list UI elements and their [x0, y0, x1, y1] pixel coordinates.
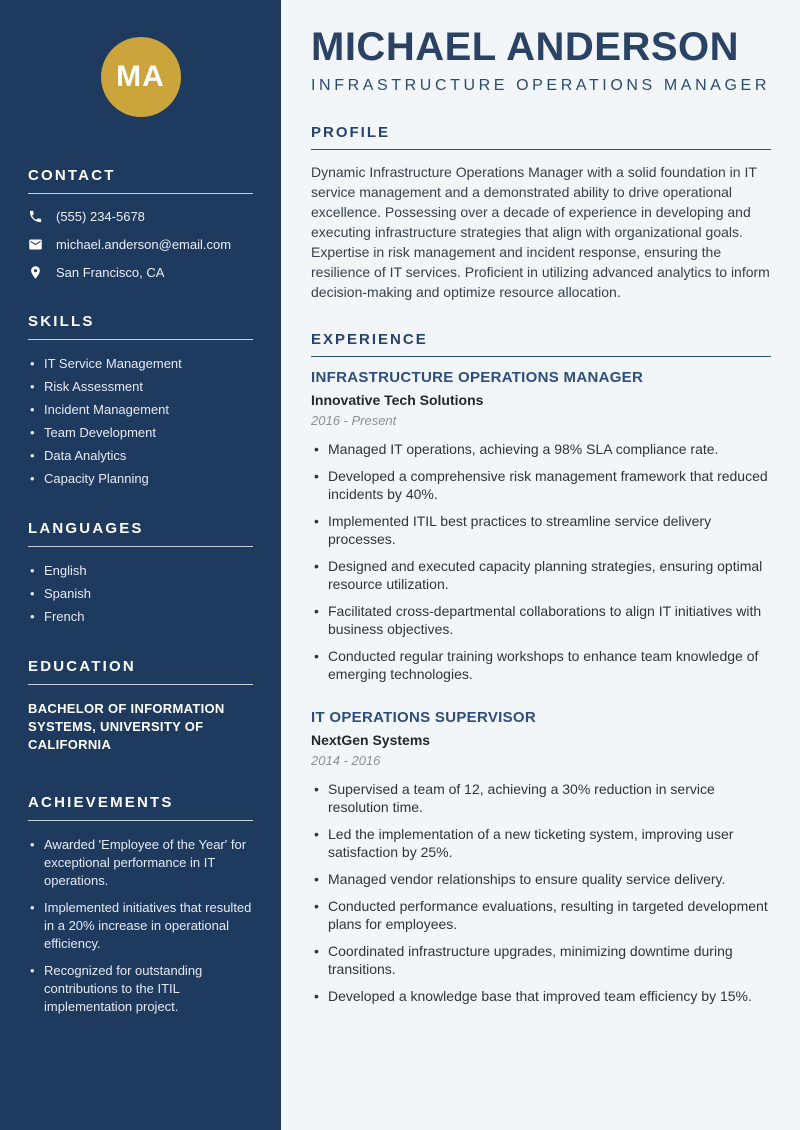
job-bullet: • Facilitated cross-departmental collaborations to align IT initiatives with business objectives.: [311, 602, 771, 638]
jobs-list: [311, 369, 771, 1005]
achievements-heading: ACHIEVEMENTS: [28, 794, 253, 821]
languages-list: [28, 562, 253, 625]
job-bullet: • Managed IT operations, achieving a 98% SLA compliance rate.: [311, 440, 771, 458]
job-company: NextGen Systems: [311, 732, 431, 748]
experience-section: [311, 331, 771, 1005]
job-title: INFRASTRUCTURE OPERATIONS MANAGER: [311, 369, 644, 386]
job-bullets: [311, 780, 771, 1005]
job-dates: 2014 - 2016: [311, 753, 381, 768]
job-dates: 2016 - Present: [311, 413, 397, 428]
email-address: michael.anderson@email.com: [56, 237, 232, 252]
job-bullet: • Led the implementation of a new ticketing system, improving user satisfaction by 25%.: [311, 825, 771, 861]
job-bullets: [311, 440, 771, 683]
job-bullet: • Developed a comprehensive risk management framework that reduced incidents by 40%.: [311, 467, 771, 503]
phone-icon: [28, 209, 43, 224]
contact-section: [28, 167, 253, 280]
location-icon: [28, 265, 43, 280]
language-item: • English: [28, 562, 253, 579]
languages-section: [28, 520, 253, 625]
skill-item: • Capacity Planning: [28, 470, 253, 487]
job-bullet: • Designed and executed capacity planning strategies, ensuring optimal resource utilization.: [311, 557, 771, 593]
person-title: INFRASTRUCTURE OPERATIONS MANAGER: [311, 77, 770, 94]
phone-number: (555) 234-5678: [56, 209, 145, 224]
main-content: [281, 0, 800, 1130]
skills-section: [28, 313, 253, 487]
skill-item: • Data Analytics: [28, 447, 253, 464]
job-bullet: • Conducted performance evaluations, resulting in targeted development plans for employees.: [311, 897, 771, 933]
achievement-item: • Implemented initiatives that resulted in a 20% increase in operational efficiency.: [28, 899, 253, 953]
job-bullet: • Supervised a team of 12, achieving a 30% reduction in service resolution time.: [311, 780, 771, 816]
job-company: Innovative Tech Solutions: [311, 392, 484, 408]
profile-text: Dynamic Infrastructure Operations Manager with a solid foundation in IT service management and a demonstrated ability to drive operational excellence. Possessing over a decade of experience in developing and executing infrastructure strategies that align with organizational goals. Expertise in risk management and incident response, ensuring the resilience of IT services. Proficient in utilizing advanced analytics to inform decision-making and optimize resource allocation.: [311, 164, 770, 300]
language-item: • French: [28, 608, 253, 625]
job-entry: [311, 369, 771, 683]
location-text: San Francisco, CA: [56, 265, 165, 280]
avatar-initials: MA: [116, 60, 165, 93]
degree-text: BACHELOR OF INFORMATION SYSTEMS, UNIVERSITY OF CALIFORNIA: [28, 701, 225, 752]
job-bullet: • Coordinated infrastructure upgrades, minimizing downtime during transitions.: [311, 942, 771, 978]
contact-row-location: [28, 265, 253, 280]
experience-heading: EXPERIENCE: [311, 331, 771, 357]
language-item: • Spanish: [28, 585, 253, 602]
skills-heading: SKILLS: [28, 313, 253, 340]
skill-item: • IT Service Management: [28, 355, 253, 372]
skills-list: [28, 355, 253, 487]
job-bullet: • Developed a knowledge base that improved team efficiency by 15%.: [311, 987, 771, 1005]
profile-heading: PROFILE: [311, 124, 771, 150]
achievement-item: • Recognized for outstanding contributions to the ITIL implementation project.: [28, 962, 253, 1016]
job-bullet: • Conducted regular training workshops to enhance team knowledge of emerging technologies.: [311, 647, 771, 683]
contact-row-email: [28, 237, 253, 252]
contact-row-phone: [28, 209, 253, 224]
skill-item: • Team Development: [28, 424, 253, 441]
profile-section: [311, 124, 771, 302]
languages-heading: LANGUAGES: [28, 520, 253, 547]
achievement-item: • Awarded 'Employee of the Year' for exceptional performance in IT operations.: [28, 836, 253, 890]
person-name: MICHAEL ANDERSON: [311, 25, 740, 69]
education-section: [28, 658, 253, 754]
email-icon: [28, 237, 43, 252]
skill-item: • Incident Management: [28, 401, 253, 418]
skill-item: • Risk Assessment: [28, 378, 253, 395]
job-entry: [311, 709, 771, 1005]
sidebar: [0, 0, 281, 1130]
job-title: IT OPERATIONS SUPERVISOR: [311, 709, 537, 726]
contact-heading: CONTACT: [28, 167, 253, 194]
avatar: [101, 37, 181, 117]
education-heading: EDUCATION: [28, 658, 253, 685]
achievements-section: [28, 794, 253, 1016]
job-bullet: • Implemented ITIL best practices to streamline service delivery processes.: [311, 512, 771, 548]
job-bullet: • Managed vendor relationships to ensure quality service delivery.: [311, 870, 771, 888]
achievements-list: [28, 836, 253, 1016]
